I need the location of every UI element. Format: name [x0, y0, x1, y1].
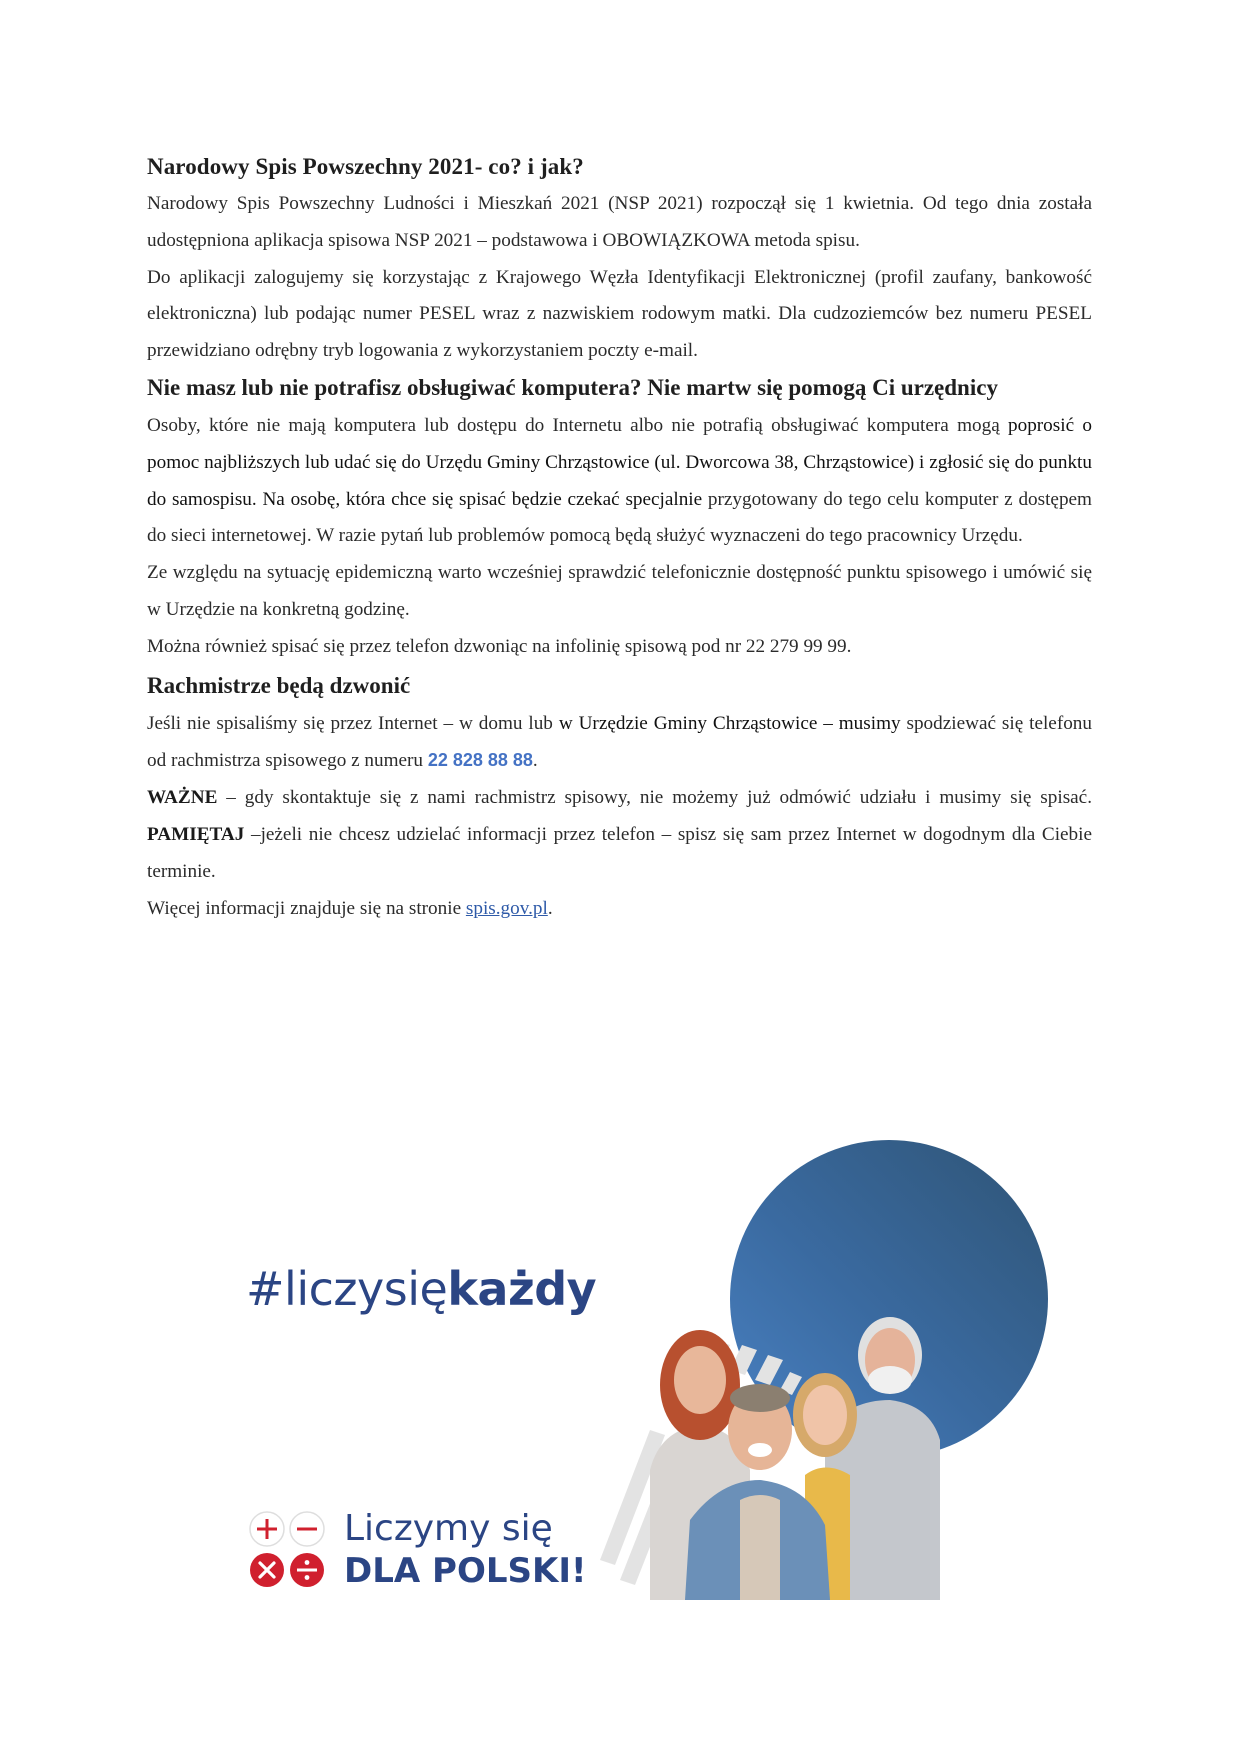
enum-text-c: spodziewać się telefonu od rachmistrza spisowego z numeru	[147, 712, 1092, 772]
multiply-icon	[250, 1553, 284, 1587]
section-heading-help: Nie masz lub nie potrafisz obsługiwać komputera? Nie martw się pomogą Ci urzędnicy	[147, 374, 998, 400]
important-text-a: – gdy skontaktuje się z nami rachmistrz spisowy, nie możemy już odmówić udziału i musimy się spisać.	[217, 787, 1092, 809]
important-text-b: –jeżeli nie chcesz udzielać informacji przez telefon – spisz się sam przez Internet w dogodnym dla Ciebie terminie.	[147, 823, 1092, 882]
decorative-blue-circle	[730, 1140, 1048, 1458]
paragraph-epidemic: Ze względu na sytuację epidemiczną warto wcześniej sprawdzić telefonicznie dostępność punktu spisowego i umówić się w Urzędzie na konkretną godzinę.	[147, 562, 1092, 620]
paragraph-help	[147, 408, 1092, 555]
girl-figure	[793, 1373, 857, 1600]
logo-text	[344, 1508, 587, 1592]
stripes-decoration	[600, 1340, 802, 1585]
help-text-b: poprosić o pomoc najbliższych lub udać się do Urzędu Gminy Chrząstowice (ul. Dworcowa 38, Chrząstowice) i zgłosić się do punktu do samospisu. Na osobę, która chce się spisać będzie czekać specjalnie	[147, 414, 1092, 510]
minus-icon	[290, 1512, 324, 1546]
logo-line-2: DLA POLSKI!	[344, 1551, 587, 1591]
more-info-text: Więcej informacji znajduje się na stronie	[147, 897, 466, 919]
hashtag-regular: #liczysię	[246, 1262, 448, 1316]
important-label: WAŻNE	[147, 787, 218, 809]
spis-gov-link[interactable]: spis.gov.pl	[465, 897, 548, 919]
campaign-hashtag	[246, 1262, 596, 1316]
help-text-c: przygotowany do tego celu komputer z dostępem do sieci internetowej. W razie pytań lub problemów pomocą będą służyć wyznaczeni do tego pracownicy Urzędu.	[147, 488, 1092, 547]
math-symbols-icon	[248, 1510, 328, 1590]
plus-icon	[250, 1512, 284, 1546]
woman-figure	[650, 1330, 750, 1600]
enum-text-end: .	[532, 750, 538, 772]
paragraph-phone-census: Można również spisać się przez telefon dzwoniąc na infolinię spisową pod nr 22 279 99 99.	[147, 635, 852, 657]
remember-label: PAMIĘTAJ	[147, 823, 245, 845]
help-text-a: Osoby, które nie mają komputera lub dostępu do Internetu albo nie potrafią obsługiwać komputera mogą	[147, 414, 1009, 436]
enum-text-a: Jeśli nie spisaliśmy się przez Internet – w domu lub	[147, 712, 559, 734]
more-info-end: .	[547, 897, 553, 919]
paragraph-more-info	[147, 891, 1092, 928]
enum-text-b: w Urzędzie Gminy Chrząstowice – musimy	[558, 712, 901, 734]
enumerator-phone-number: 22 828 88 88	[427, 750, 533, 771]
man-figure	[685, 1384, 830, 1600]
section-heading-enumerators: Rachmistrze będą dzwonić	[147, 672, 411, 698]
paragraph-census-start: Narodowy Spis Powszechny Ludności i Mieszkań 2021 (NSP 2021) rozpoczął się 1 kwietnia. Od tego dnia została udostępniona aplikacja spisowa NSP 2021 – podstawowa i OBOWIĄZKOWA metoda spisu.	[147, 193, 1092, 251]
grandfather-figure	[825, 1317, 940, 1600]
family-photo-illustration	[590, 1300, 990, 1600]
paragraph-enumerators	[147, 706, 1092, 781]
document-body	[147, 148, 1092, 927]
hashtag-bold: każdy	[447, 1262, 597, 1316]
section-heading-census: Narodowy Spis Powszechny 2021- co? i jak?	[147, 154, 584, 179]
divide-icon	[290, 1553, 324, 1587]
paragraph-login: Do aplikacji zalogujemy się korzystając z Krajowego Węzła Identyfikacji Elektronicznej (profil zaufany, bankowość elektroniczna) lub podając numer PESEL wraz z nazwiskiem rodowym matki. Dla cudzoziemców bez numeru PESEL przewidziano odrębny tryb logowania z wykorzystaniem poczty e-mail.	[147, 266, 1092, 362]
paragraph-important	[147, 780, 1092, 890]
logo-line-1: Liczymy się	[344, 1508, 553, 1549]
